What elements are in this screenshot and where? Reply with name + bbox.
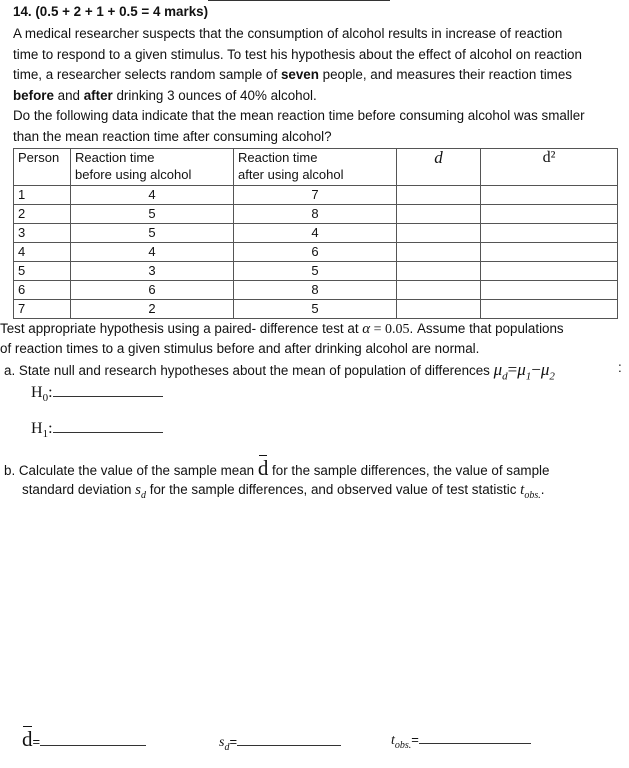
header-d-squared: d² (481, 149, 618, 186)
minus-sign: − (531, 360, 541, 379)
s-subscript: d (141, 490, 146, 501)
h0-subscript: 0 (42, 392, 49, 405)
alpha-symbol: α (362, 321, 371, 337)
cell-before: 4 (71, 186, 234, 205)
t-letter: t (520, 482, 525, 498)
mu-symbol: μ (493, 360, 503, 379)
part-a-prompt (4, 360, 555, 382)
cell-before: 5 (71, 224, 234, 243)
d-bar-answer-line[interactable] (40, 745, 146, 746)
table-row (14, 205, 618, 224)
cell-d (397, 243, 481, 262)
cell-before: 2 (71, 300, 234, 319)
h0-letter: H (31, 384, 43, 401)
mu-sub-d: d (502, 370, 508, 383)
cell-after: 5 (234, 300, 397, 319)
d-bar-answer-symbol: d (22, 727, 33, 751)
cell-d-squared (481, 281, 618, 300)
d-bar-symbol: d (257, 456, 269, 480)
question-line-2: than the mean reaction time after consuming alcohol? (13, 128, 332, 144)
cell-after: 8 (234, 205, 397, 224)
s-d-answer-symbol (219, 735, 230, 753)
cell-d-squared (481, 205, 618, 224)
header-person: Person (14, 149, 71, 186)
cell-after: 7 (234, 186, 397, 205)
s-answer-letter: s (219, 735, 225, 750)
mu-2 (540, 360, 555, 383)
t-subscript: obs. (524, 490, 541, 501)
header-before-line1: Reaction time (75, 150, 155, 165)
test-text-end: . Assume that populations (409, 321, 564, 336)
cell-d (397, 262, 481, 281)
cell-person: 4 (14, 243, 71, 262)
s-d-equals: = (229, 734, 238, 749)
s-d-answer (219, 734, 341, 753)
cell-person: 7 (14, 300, 71, 319)
part-b-text-1: b. Calculate the value of the sample mean (4, 463, 258, 478)
t-obs-answer (391, 732, 531, 751)
equals-sign: = (507, 360, 518, 379)
s-answer-subscript: d (224, 741, 230, 753)
cell-person: 3 (14, 224, 71, 243)
t-obs-symbol (520, 482, 541, 501)
table-row (14, 281, 618, 300)
h1-colon: : (48, 420, 53, 437)
header-after-line1: Reaction time (238, 150, 318, 165)
cell-before: 4 (71, 243, 234, 262)
cell-d (397, 300, 481, 319)
test-instruction-line-1 (0, 321, 564, 338)
h1-subscript: 1 (42, 428, 49, 441)
h1-hypothesis (31, 420, 163, 440)
table-row (14, 224, 618, 243)
cell-person: 5 (14, 262, 71, 281)
test-instruction-line-2: of reaction times to a given stimulus before and after drinking alcohol are normal. (0, 341, 480, 356)
intro-line-4 (13, 86, 623, 107)
header-d: d (397, 149, 481, 186)
before-emphasis: before (13, 87, 54, 103)
t-answer-subscript: obs. (394, 739, 412, 751)
part-b-text-3: standard deviation (22, 482, 136, 497)
t-obs-equals: = (411, 732, 419, 747)
h0-colon: : (48, 384, 53, 401)
header-after-line2: after using alcohol (238, 167, 344, 182)
part-b-text-4: for the sample differences, and observed value of test statistic (146, 482, 521, 497)
cell-d (397, 281, 481, 300)
reaction-time-table (13, 148, 618, 319)
cell-after: 4 (234, 224, 397, 243)
cell-d (397, 186, 481, 205)
mu-d (493, 360, 508, 383)
test-text-start: Test appropriate hypothesis using a paired- difference test at (0, 321, 363, 336)
table-row (14, 243, 618, 262)
question-heading: 14. (0.5 + 2 + 1 + 0.5 = 4 marks) (13, 4, 209, 19)
s-letter: s (135, 482, 141, 498)
intro-line-1: A medical researcher suspects that the consumption of alcohol results in increase of reaction (13, 26, 563, 41)
table-row (14, 186, 618, 205)
table-row (14, 300, 618, 319)
cell-d-squared (481, 300, 618, 319)
header-after (234, 149, 397, 186)
and-word: and (53, 87, 84, 103)
h1-answer-line[interactable] (53, 432, 163, 433)
mu-sub-1: 1 (525, 370, 532, 383)
header-before (71, 149, 234, 186)
s-d-answer-line[interactable] (237, 745, 341, 746)
table-header-row (14, 149, 618, 186)
cell-d-squared (481, 186, 618, 205)
cell-before: 6 (71, 281, 234, 300)
cell-before: 5 (71, 205, 234, 224)
cell-person: 2 (14, 205, 71, 224)
intro-paragraph (13, 24, 623, 106)
h0-answer-line[interactable] (53, 396, 163, 397)
t-obs-answer-line[interactable] (419, 743, 531, 744)
part-a-text: a. State null and research hypotheses about the mean of population of differences (4, 363, 494, 378)
mu-symbol: μ (517, 360, 526, 379)
t-answer-letter: t (391, 733, 395, 748)
intro-line-2: time to respond to a given stimulus. To test his hypothesis about the effect of alcohol on reaction (13, 46, 582, 62)
part-b-line-1 (4, 456, 549, 481)
intro-line-4-tail: drinking 3 ounces of 40% alcohol. (112, 87, 317, 103)
alpha-value: = 0.05 (370, 322, 410, 337)
intro-line-3-tail: people, and measures their reaction times (318, 67, 572, 82)
mu-1 (517, 360, 532, 383)
h1-letter: H (31, 420, 43, 437)
cell-after: 8 (234, 281, 397, 300)
cell-d-squared (481, 243, 618, 262)
t-obs-answer-symbol (391, 733, 412, 751)
header-before-line2: before using alcohol (75, 167, 192, 182)
part-a-colon: : (618, 360, 622, 375)
cell-before: 3 (71, 262, 234, 281)
mu-symbol: μ (540, 360, 550, 379)
cell-d (397, 205, 481, 224)
d-bar-answer (22, 727, 146, 752)
cell-after: 5 (234, 262, 397, 281)
cell-person: 1 (14, 186, 71, 205)
part-b-line-2 (22, 482, 544, 501)
question-paragraph (13, 106, 623, 147)
intro-line-3-start: time, a researcher selects random sample of (13, 67, 281, 82)
part-b-text-2: for the sample differences, the value of sample (268, 463, 550, 478)
s-d-symbol (135, 482, 146, 501)
mu-sub-2: 2 (549, 370, 555, 383)
h0-hypothesis (31, 384, 163, 404)
part-b-period: . (540, 482, 545, 497)
question-line-1: Do the following data indicate that the mean reaction time before consuming alcohol was smaller (13, 108, 585, 123)
after-emphasis: after (83, 87, 113, 103)
cell-person: 6 (14, 281, 71, 300)
intro-line-3 (13, 65, 623, 86)
table-row (14, 262, 618, 281)
cell-after: 6 (234, 243, 397, 262)
cell-d-squared (481, 224, 618, 243)
cell-d-squared (481, 262, 618, 281)
cell-d (397, 224, 481, 243)
seven-emphasis: seven (280, 67, 319, 82)
header-rule (208, 0, 390, 1)
d-bar-equals: = (32, 734, 41, 749)
